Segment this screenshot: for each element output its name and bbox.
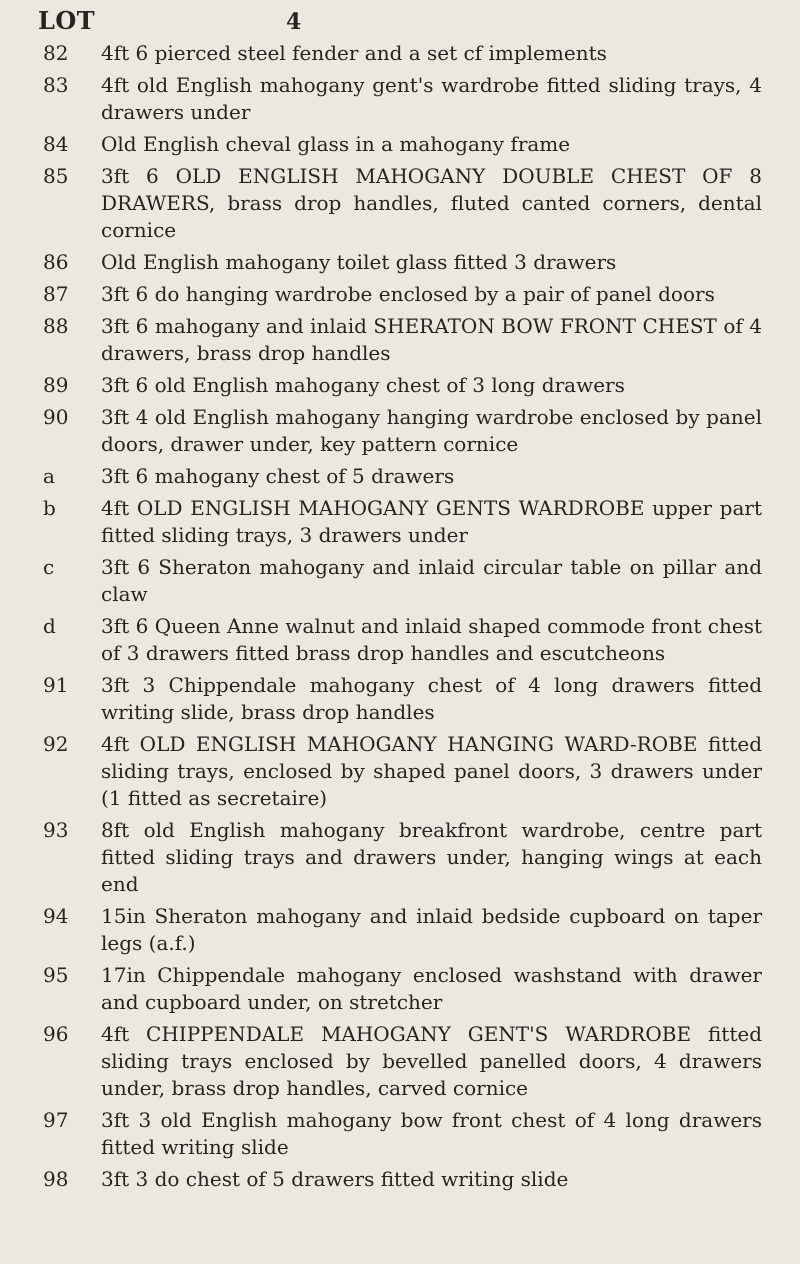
lot-number: 97 <box>43 1108 69 1132</box>
lot-description: 8ft old English mahogany breakfront wardrobe, centre part fitted sliding trays and drawers under, hanging wings at each end <box>101 818 762 896</box>
lot-description: 4ft 6 pierced steel fender and a set cf implements <box>101 41 607 65</box>
lot-description: 3ft 6 Queen Anne walnut and inlaid shaped commode front chest of 3 drawers fitted brass drop handles and escutcheons <box>101 614 762 665</box>
lot-description: 17in Chippendale mahogany enclosed washstand with drawer and cupboard under, on stretcher <box>101 963 762 1014</box>
lot-entry <box>38 731 762 812</box>
lot-number: 89 <box>43 373 69 397</box>
lot-entry <box>38 313 762 367</box>
lot-entry <box>38 495 762 549</box>
lot-entry <box>38 613 762 667</box>
lot-description: 3ft 3 do chest of 5 drawers fitted writing slide <box>101 1167 569 1191</box>
lot-entry <box>38 1107 762 1161</box>
lot-entry <box>38 1166 762 1193</box>
lot-number: 93 <box>43 818 69 842</box>
lot-entry <box>38 281 762 308</box>
lot-entry <box>38 249 762 276</box>
lot-entry <box>38 404 762 458</box>
lot-number: 83 <box>43 73 69 97</box>
lot-description: 3ft 4 old English mahogany hanging wardrobe enclosed by panel doors, drawer under, key pattern cornice <box>101 405 762 456</box>
lot-description: 3ft 6 do hanging wardrobe enclosed by a pair of panel doors <box>101 282 715 306</box>
lot-description: 3ft 3 old English mahogany bow front chest of 4 long drawers fitted writing slide <box>101 1108 762 1159</box>
lot-number: 98 <box>43 1167 69 1191</box>
lot-description: 3ft 6 old English mahogany chest of 3 long drawers <box>101 373 625 397</box>
lot-description: Old English cheval glass in a mahogany frame <box>101 132 571 156</box>
lot-entry <box>38 131 762 158</box>
lot-entry <box>38 40 762 67</box>
lot-number: 86 <box>43 250 69 274</box>
lot-entry <box>38 554 762 608</box>
lot-number: 94 <box>43 904 69 928</box>
lot-number: 91 <box>43 673 69 697</box>
lot-description: 4ft OLD ENGLISH MAHOGANY HANGING WARD-ROBE fitted sliding trays, enclosed by shaped panel doors, 3 drawers under (1 fitted as secretaire) <box>101 732 762 810</box>
lot-description: 3ft 6 mahogany chest of 5 drawers <box>101 464 455 488</box>
lot-number: 87 <box>43 282 69 306</box>
lot-entry <box>38 372 762 399</box>
lot-number: 82 <box>43 41 69 65</box>
lot-number: 92 <box>43 732 69 756</box>
lot-entry <box>38 463 762 490</box>
lot-entry <box>38 817 762 898</box>
lot-number: 85 <box>43 164 69 188</box>
page-number: 4 <box>286 9 302 35</box>
lot-number: 95 <box>43 963 69 987</box>
lot-entry <box>38 672 762 726</box>
lot-number: 90 <box>43 405 69 429</box>
lot-column-heading: LOT <box>38 6 96 35</box>
lot-number: d <box>43 614 56 638</box>
lot-description: 3ft 6 OLD ENGLISH MAHOGANY DOUBLE CHEST OF 8 DRAWERS, brass drop handles, fluted canted corners, dental cornice <box>101 164 762 242</box>
lot-entry <box>38 163 762 244</box>
lot-number: 88 <box>43 314 69 338</box>
page-header <box>38 6 762 36</box>
lot-list <box>38 40 762 1193</box>
lot-description: 3ft 6 Sheraton mahogany and inlaid circular table on pillar and claw <box>101 555 762 606</box>
lot-number: 96 <box>43 1022 69 1046</box>
lot-number: a <box>43 464 55 488</box>
lot-description: Old English mahogany toilet glass fitted 3 drawers <box>101 250 617 274</box>
lot-description: 4ft CHIPPENDALE MAHOGANY GENT'S WARDROBE fitted sliding trays enclosed by bevelled panelled doors, 4 drawers under, brass drop handles, carved cornice <box>101 1022 762 1100</box>
lot-entry <box>38 72 762 126</box>
lot-description: 15in Sheraton mahogany and inlaid bedside cupboard on taper legs (a.f.) <box>101 904 762 955</box>
lot-description: 4ft OLD ENGLISH MAHOGANY GENTS WARDROBE upper part fitted sliding trays, 3 drawers under <box>101 496 762 547</box>
lot-description: 3ft 6 mahogany and inlaid SHERATON BOW FRONT CHEST of 4 drawers, brass drop handles <box>101 314 762 365</box>
lot-entry <box>38 903 762 957</box>
lot-number: c <box>43 555 55 579</box>
lot-number: b <box>43 496 56 520</box>
lot-description: 3ft 3 Chippendale mahogany chest of 4 long drawers fitted writing slide, brass drop handles <box>101 673 762 724</box>
lot-entry <box>38 962 762 1016</box>
lot-description: 4ft old English mahogany gent's wardrobe fitted sliding trays, 4 drawers under <box>101 73 762 124</box>
lot-number: 84 <box>43 132 69 156</box>
lot-entry <box>38 1021 762 1102</box>
